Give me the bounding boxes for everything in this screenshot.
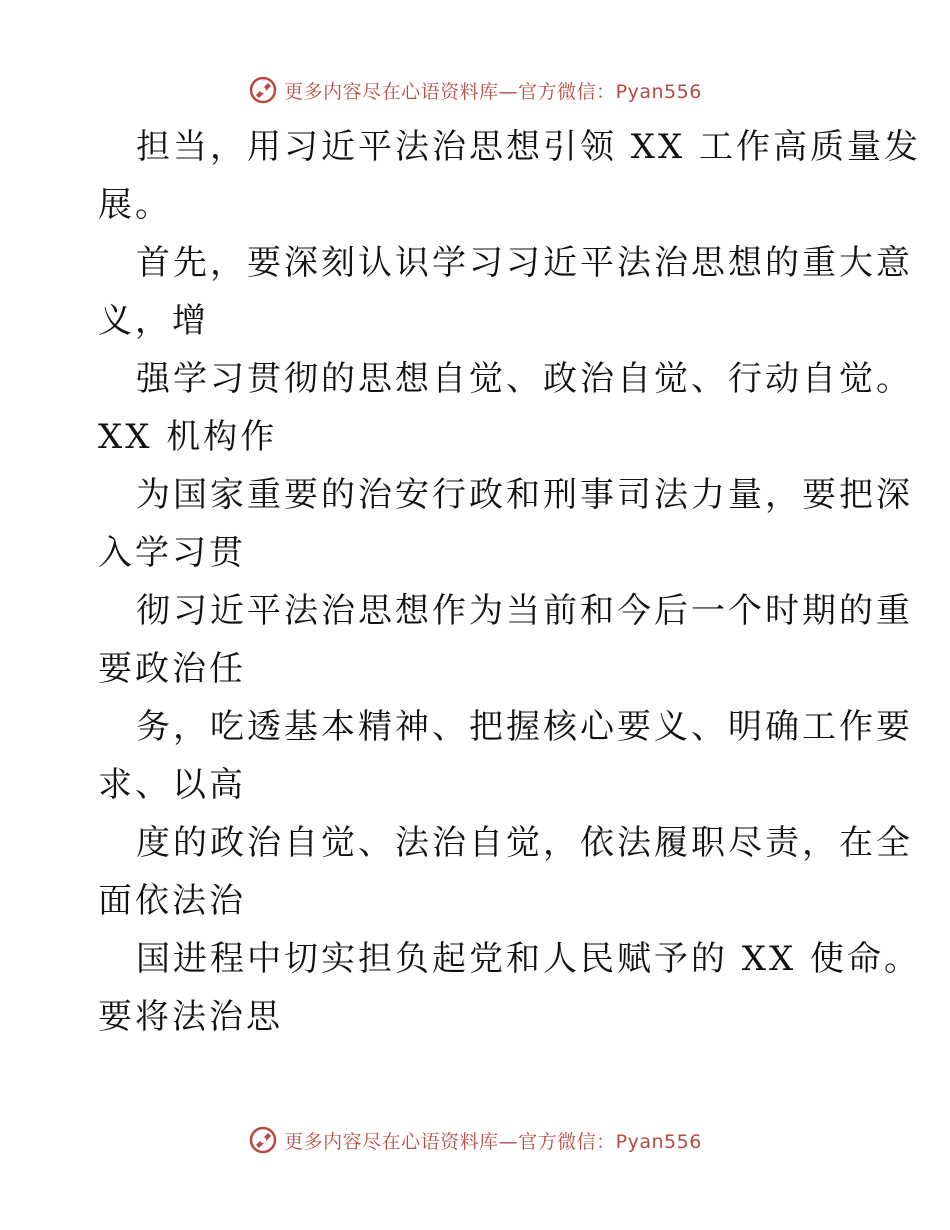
text-line: XX 机构作: [98, 417, 278, 457]
text-line: 求、以高: [98, 765, 246, 805]
text-line: 度的政治自觉、法治自觉，依法履职尽责，在全: [136, 823, 913, 863]
text-line: 要政治任: [98, 649, 246, 689]
text-line: 务，吃透基本精神、把握核心要义、明确工作要: [136, 707, 913, 747]
text-line: 展。: [98, 185, 172, 225]
watermark-text: 更多内容尽在心语资料库—官方微信：Pyan556: [284, 1130, 702, 1153]
text-line: 强学习贯彻的思想自觉、政治自觉、行动自觉。: [136, 359, 913, 399]
footer-watermark: [0, 1120, 950, 1160]
text-line: 国进程中切实担负起党和人民赋予的 XX 使命。: [136, 939, 922, 979]
text-line: 入学习贯: [98, 533, 246, 573]
text-line: 要将法治思: [98, 997, 283, 1037]
document-body: [98, 118, 922, 1046]
text-line: 为国家重要的治安行政和刑事司法力量，要把深: [136, 475, 913, 515]
header-watermark: [0, 70, 950, 110]
text-line: 面依法治: [98, 881, 246, 921]
text-line: 彻习近平法治思想作为当前和今后一个时期的重: [136, 591, 913, 631]
pen-logo-icon: [248, 1125, 278, 1155]
pen-logo-icon: [248, 75, 278, 105]
text-line: 首先，要深刻认识学习习近平法治思想的重大意: [136, 243, 913, 283]
watermark-text: 更多内容尽在心语资料库—官方微信：Pyan556: [284, 80, 702, 103]
text-line: 义，增: [98, 301, 209, 341]
text-line: 担当，用习近平法治思想引领 XX 工作高质量发: [136, 127, 922, 167]
